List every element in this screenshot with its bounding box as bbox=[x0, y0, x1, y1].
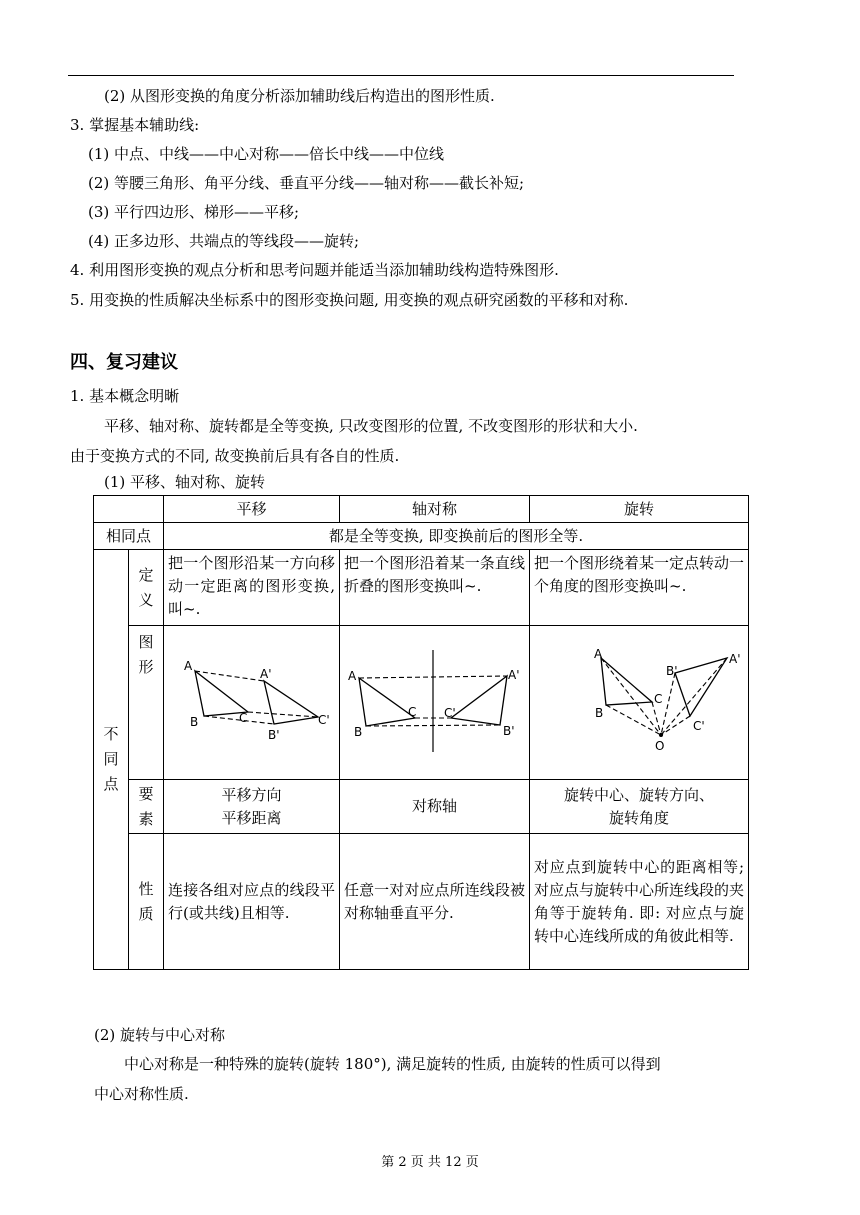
translation-element: 平移距离 bbox=[221, 808, 282, 827]
figure-label-cell bbox=[129, 626, 164, 780]
point-label: B' bbox=[666, 663, 678, 678]
header-rotation: 旋转 bbox=[530, 496, 749, 523]
subsection-title: (2) 旋转与中心对称 bbox=[94, 1026, 226, 1044]
text-line: 5. 用变换的性质解决坐标系中的图形变换问题, 用变换的观点研究函数的平移和对称. bbox=[70, 291, 629, 309]
diff-label-cell bbox=[94, 550, 129, 970]
translation-figure bbox=[164, 628, 340, 778]
section-title: 四、复习建议 bbox=[70, 352, 178, 373]
properties-reflection: 任意一对对应点所连线段被对称轴垂直平分. bbox=[340, 834, 530, 970]
text-line: (4) 正多边形、共端点的等线段——旋转; bbox=[88, 232, 360, 250]
elements-rotation bbox=[530, 780, 749, 834]
elements-row bbox=[94, 780, 749, 834]
point-label: A bbox=[594, 646, 603, 661]
point-label: C' bbox=[693, 718, 705, 733]
paragraph-line: 中心对称性质. bbox=[94, 1085, 189, 1103]
same-label: 相同点 bbox=[94, 523, 164, 550]
dashed-ob1-line bbox=[661, 673, 675, 735]
transform-comparison-table bbox=[93, 495, 749, 970]
dashed-oa-line bbox=[601, 658, 661, 735]
elements-label-cell bbox=[129, 780, 164, 834]
point-label: C bbox=[408, 704, 417, 719]
triangle-image bbox=[451, 676, 507, 725]
same-text: 都是全等变换, 即变换前后的图形全等. bbox=[164, 523, 749, 550]
figure-label: 图形 bbox=[138, 633, 154, 676]
definition-translation: 把一个图形沿某一方向移动一定距离的图形变换, 叫~. bbox=[164, 550, 340, 626]
definition-label: 定义 bbox=[138, 565, 154, 609]
paragraph-line: 平移、轴对称、旋转都是全等变换, 只改变图形的位置, 不改变图形的形状和大小. bbox=[104, 417, 638, 435]
table-header-row bbox=[94, 496, 749, 523]
figure-rotation-cell bbox=[530, 626, 749, 780]
properties-row bbox=[94, 834, 749, 970]
definition-label-cell bbox=[129, 550, 164, 626]
page-footer: 第 2 页 共 12 页 bbox=[381, 1155, 479, 1170]
figure-row bbox=[94, 626, 749, 780]
properties-label-cell bbox=[129, 834, 164, 970]
point-label: C' bbox=[318, 712, 330, 727]
triangle-image bbox=[264, 681, 318, 724]
point-label: O bbox=[655, 738, 665, 753]
point-label: C bbox=[239, 710, 248, 725]
text-line: (2) 从图形变换的角度分析添加辅助线后构造出的图形性质. bbox=[104, 87, 495, 105]
point-label: A bbox=[184, 658, 193, 673]
same-row bbox=[94, 523, 749, 550]
rotation-element: 旋转中心、旋转方向、 bbox=[563, 785, 714, 804]
properties-translation: 连接各组对应点的线段平行(或共线)且相等. bbox=[164, 834, 340, 970]
point-label: B' bbox=[503, 723, 515, 738]
properties-label: 性质 bbox=[138, 879, 154, 923]
triangle-original bbox=[359, 678, 415, 726]
definition-row bbox=[94, 550, 749, 626]
definition-rotation: 把一个图形绕着某一定点转动一个角度的图形变换叫~. bbox=[530, 550, 749, 626]
elements-reflection: 对称轴 bbox=[340, 780, 530, 834]
header-translation: 平移 bbox=[164, 496, 340, 523]
figure-reflection-cell bbox=[340, 626, 530, 780]
rotation-center-dot bbox=[659, 733, 663, 737]
definition-reflection: 把一个图形沿着某一条直线折叠的图形变换叫~. bbox=[340, 550, 530, 626]
rotation-element: 旋转角度 bbox=[608, 808, 669, 827]
elements-translation bbox=[164, 780, 340, 834]
triangle-original bbox=[601, 658, 652, 705]
table-caption: (1) 平移、轴对称、旋转 bbox=[104, 473, 266, 491]
dashed-cc-line bbox=[248, 712, 318, 717]
text-line: (2) 等腰三角形、角平分线、垂直平分线——轴对称——截长补短; bbox=[88, 174, 525, 192]
text-line: (3) 平行四边形、梯形——平移; bbox=[88, 203, 300, 221]
translation-element: 平移方向 bbox=[221, 785, 282, 804]
text-line: (1) 中点、中线——中心对称——倍长中线——中位线 bbox=[88, 145, 445, 163]
point-label: C' bbox=[444, 705, 456, 720]
point-label: B bbox=[190, 714, 199, 729]
header-reflection: 轴对称 bbox=[340, 496, 530, 523]
diff-label: 不同点 bbox=[103, 725, 119, 793]
text-line: 4. 利用图形变换的观点分析和思考问题并能适当添加辅助线构造特殊图形. bbox=[70, 261, 559, 279]
point-label: B bbox=[354, 724, 363, 739]
point-label: A' bbox=[508, 667, 520, 682]
triangle-original bbox=[195, 671, 248, 716]
point-label: A' bbox=[260, 666, 272, 681]
dashed-oc1-line bbox=[661, 716, 690, 735]
dashed-ob-line bbox=[606, 705, 661, 735]
paragraph-line: 由于变换方式的不同, 故变换前后具有各自的性质. bbox=[70, 447, 400, 465]
elements-label: 要素 bbox=[138, 784, 154, 828]
point-label: A' bbox=[729, 651, 741, 666]
properties-rotation: 对应点到旋转中心的距离相等; 对应点与旋转中心所连线段的夹角等于旋转角. 即: 对应点与旋转中心连线所成的角彼此相等. bbox=[530, 834, 749, 970]
figure-translation-cell bbox=[164, 626, 340, 780]
point-label: C bbox=[654, 691, 663, 706]
point-label: B bbox=[595, 705, 604, 720]
point-label: B' bbox=[268, 727, 280, 742]
header-rule bbox=[68, 75, 734, 76]
review-item-1: 1. 基本概念明晰 bbox=[70, 387, 180, 405]
rotation-figure bbox=[530, 628, 749, 778]
paragraph-line: 中心对称是一种特殊的旋转(旋转 180°), 满足旋转的性质, 由旋转的性质可以得到 bbox=[124, 1055, 661, 1073]
text-line: 3. 掌握基本辅助线: bbox=[70, 116, 200, 134]
point-label: A bbox=[348, 668, 357, 683]
dashed-bb-line bbox=[366, 725, 500, 726]
table-corner-cell bbox=[94, 496, 164, 523]
reflection-figure bbox=[340, 628, 530, 778]
